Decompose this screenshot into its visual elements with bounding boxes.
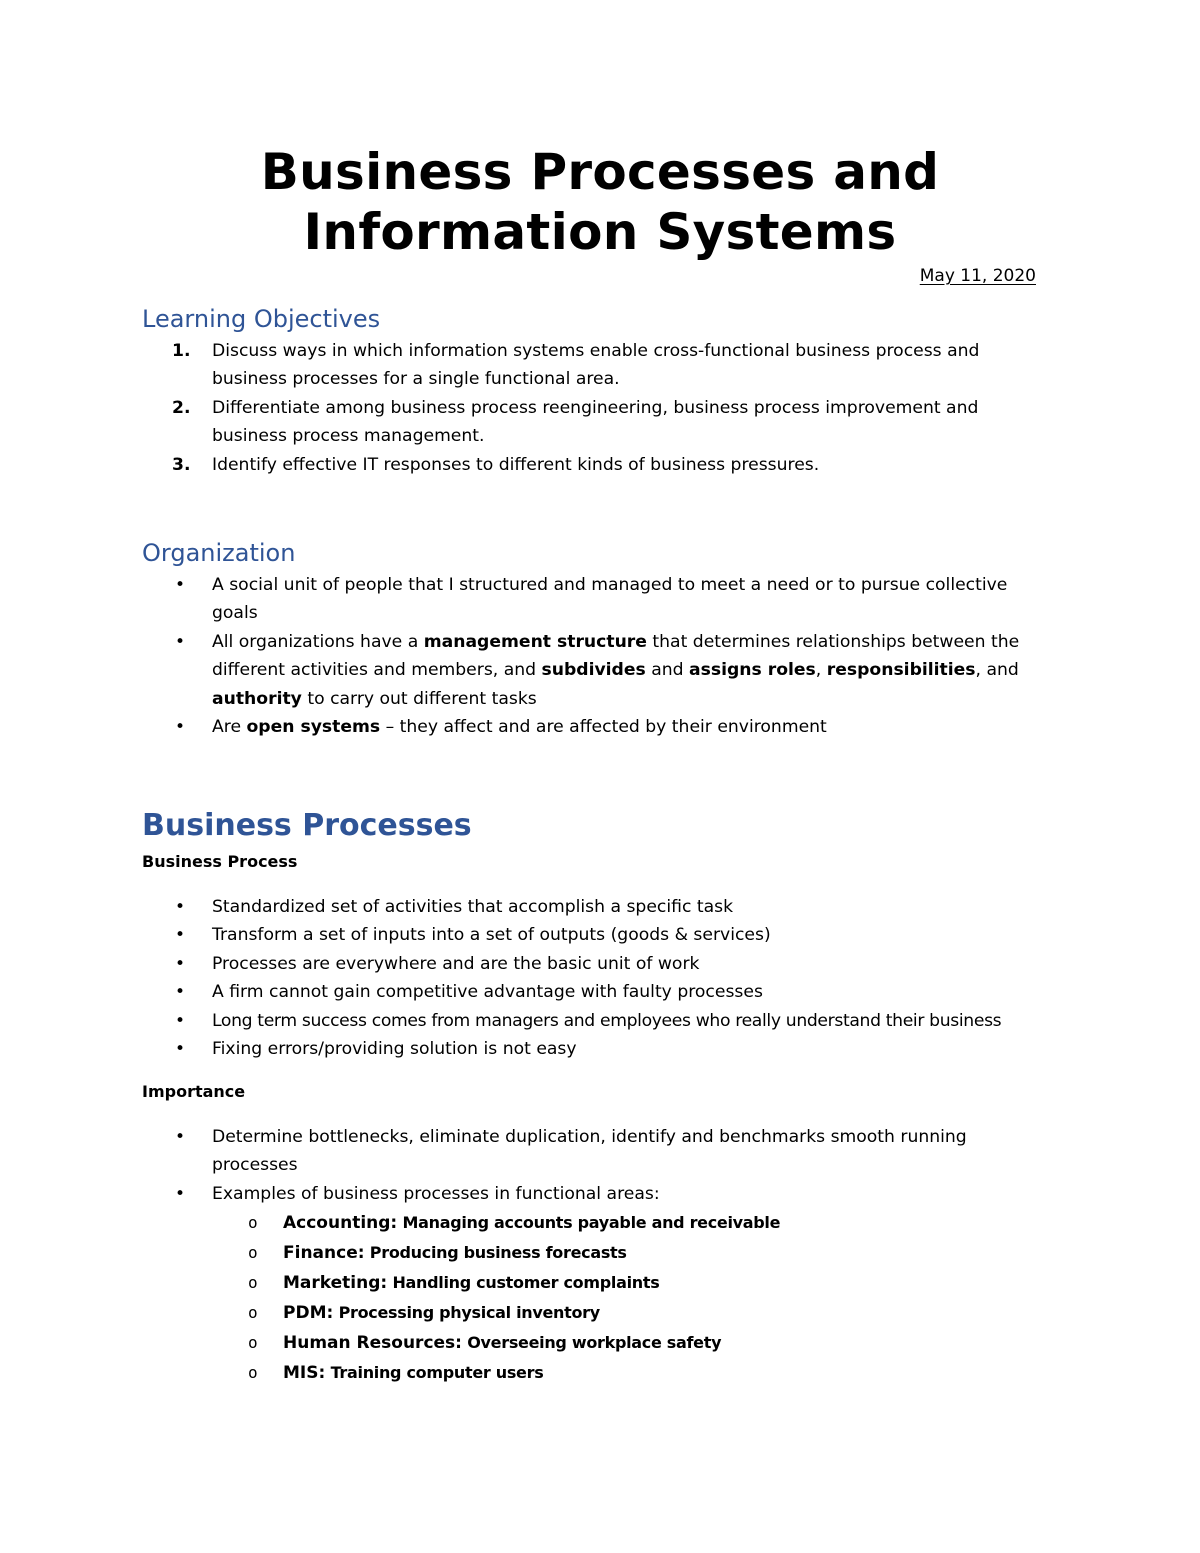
bullet-icon: • xyxy=(175,575,186,595)
title-line-1: Business Processes and xyxy=(260,143,940,201)
circle-bullet-icon: o xyxy=(248,1333,258,1352)
list-number: 3. xyxy=(172,454,191,475)
business-process-subheading: Business Process xyxy=(142,852,298,871)
list-item xyxy=(0,1268,1200,1298)
functional-area-label: Finance: xyxy=(283,1243,365,1263)
emphasis: subdivides xyxy=(541,660,646,681)
process-example: Producing business forecasts xyxy=(364,1243,627,1262)
learning-objectives-heading: Learning Objectives xyxy=(142,305,381,333)
bullet-icon: • xyxy=(175,982,186,1003)
list-item xyxy=(0,1208,1200,1238)
emphasis: authority xyxy=(212,688,302,709)
list-item xyxy=(0,1180,1042,1208)
bullet-icon: • xyxy=(175,717,186,738)
list-item-text: Transform a set of inputs into a set of outputs (goods & services) xyxy=(212,925,771,946)
list-item-text: All organizations have a management structure that determines relationships between the different activities and members, and subdivides and assigns roles, responsibilities, and authority to carry out different tasks xyxy=(212,631,1020,709)
process-example: Overseeing workplace safety xyxy=(461,1333,722,1352)
bullet-icon: • xyxy=(175,953,186,974)
functional-area-label: Human Resources: xyxy=(283,1333,462,1353)
process-example: Managing accounts payable and receivable xyxy=(397,1213,781,1232)
bullet-icon: • xyxy=(175,1183,186,1204)
bullet-icon: • xyxy=(175,1039,186,1060)
functional-area-label: Marketing: xyxy=(283,1273,388,1293)
emphasis: responsibilities xyxy=(826,660,976,681)
document-date: May 11, 2020 xyxy=(919,266,1036,286)
bullet-icon: • xyxy=(175,1010,186,1031)
list-item-text: Fixing errors/providing solution is not easy xyxy=(212,1039,577,1060)
emphasis: management structure xyxy=(423,631,647,652)
list-item-text: A firm cannot gain competitive advantage with faulty processes xyxy=(212,982,763,1003)
importance-list xyxy=(0,1123,1200,1208)
list-item-text: Long term success comes from managers and employees who really understand their business xyxy=(212,1010,1002,1031)
circle-bullet-icon: o xyxy=(248,1363,258,1382)
list-item xyxy=(0,1007,1112,1035)
circle-bullet-icon: o xyxy=(248,1213,258,1232)
bullet-icon: • xyxy=(175,631,186,652)
circle-bullet-icon: o xyxy=(248,1273,258,1292)
organization-heading: Organization xyxy=(142,539,296,567)
circle-bullet-icon: o xyxy=(248,1243,258,1262)
list-item-text: Standardized set of activities that accomplish a specific task xyxy=(212,897,734,917)
emphasis: assigns roles xyxy=(689,660,816,681)
list-number: 2. xyxy=(172,397,191,418)
list-item xyxy=(0,978,1042,1006)
document-title xyxy=(0,142,1200,262)
list-item-text: A social unit of people that I structured and managed to meet a need or to pursue collective goals xyxy=(212,575,1008,624)
list-item xyxy=(0,893,1042,921)
list-item-text: Are open systems – they affect and are affected by their environment xyxy=(212,717,827,738)
list-item xyxy=(0,394,1042,451)
list-item xyxy=(0,1123,1042,1180)
list-item xyxy=(0,451,1042,479)
list-item xyxy=(0,921,1042,949)
list-item xyxy=(0,571,1042,628)
functional-area-label: PDM: xyxy=(283,1303,334,1323)
bullet-icon: • xyxy=(175,1127,186,1147)
list-item-text: Discuss ways in which information systems enable cross-functional business process and business processes for a single functional area. xyxy=(212,341,980,390)
list-item-text: Processes are everywhere and are the basic unit of work xyxy=(212,953,700,974)
business-processes-heading: Business Processes xyxy=(142,808,472,843)
list-item-text: Determine bottlenecks, eliminate duplication, identify and benchmarks smooth running processes xyxy=(212,1127,967,1176)
functional-area-examples-list xyxy=(0,1208,1200,1388)
list-item xyxy=(0,628,1042,713)
list-number: 1. xyxy=(172,341,191,361)
list-item xyxy=(0,713,1042,741)
organization-list xyxy=(0,571,1200,741)
process-example: Handling customer complaints xyxy=(387,1273,660,1292)
importance-subheading: Importance xyxy=(142,1082,246,1101)
functional-area-label: Accounting: xyxy=(283,1213,398,1233)
list-item-text: Examples of business processes in functional areas: xyxy=(212,1183,660,1204)
list-item xyxy=(0,1238,1200,1268)
list-item xyxy=(0,1298,1200,1328)
process-example: Training computer users xyxy=(325,1363,544,1382)
title-line-2: Information Systems xyxy=(303,203,897,261)
functional-area-label: MIS: xyxy=(283,1363,326,1383)
list-item xyxy=(0,1358,1200,1388)
list-item xyxy=(0,1035,1042,1063)
bullet-icon: • xyxy=(175,897,186,917)
list-item xyxy=(0,337,1042,394)
circle-bullet-icon: o xyxy=(248,1303,258,1322)
list-item-text: Differentiate among business process reengineering, business process improvement and business process management. xyxy=(212,397,979,447)
list-item xyxy=(0,1328,1200,1358)
list-item-text: Identify effective IT responses to different kinds of business pressures. xyxy=(212,454,820,475)
emphasis: open systems xyxy=(246,717,381,738)
list-item xyxy=(0,950,1042,978)
learning-objectives-list xyxy=(0,337,1200,479)
business-process-list xyxy=(0,893,1200,1063)
process-example: Processing physical inventory xyxy=(333,1303,600,1322)
bullet-icon: • xyxy=(175,925,186,946)
